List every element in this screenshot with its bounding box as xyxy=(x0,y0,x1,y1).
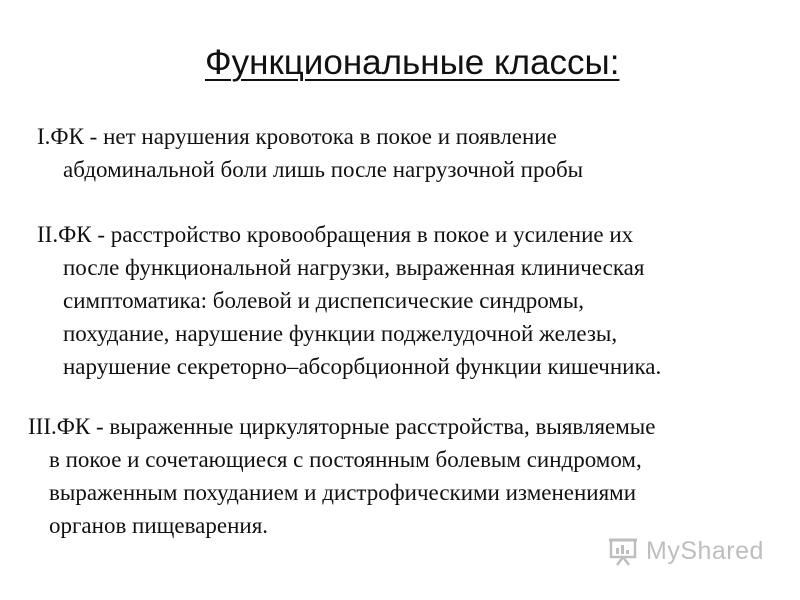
myshared-watermark xyxy=(608,536,764,566)
paragraph-line: органов пищеварения. xyxy=(49,513,269,538)
paragraph-line: нарушение секреторно–абсорбционной функции кишечника. xyxy=(63,354,662,379)
paragraph-line: III.ФК - выраженные циркуляторные расстройства, выявляемые xyxy=(28,414,656,439)
paragraph-line: похудание, нарушение функции поджелудочной железы, xyxy=(63,321,618,346)
paragraph-line: II.ФК - расстройство кровообращения в покое и усиление их xyxy=(37,222,634,247)
class-3-paragraph xyxy=(28,410,655,542)
watermark-text: MyShared xyxy=(646,536,764,565)
slide-title: Функциональные классы: xyxy=(205,43,620,82)
class-2-paragraph xyxy=(37,218,661,383)
paragraph-line: абдоминальной боли лишь после нагрузочной пробы xyxy=(63,157,584,182)
paragraph-line: выраженным похуданием и дистрофическими изменениями xyxy=(49,480,637,505)
paragraph-line: после функциональной нагрузки, выраженная клиническая xyxy=(63,255,645,280)
paragraph-line: I.ФК - нет нарушения кровотока в покое и появление xyxy=(37,124,557,149)
paragraph-line: симптоматика: болевой и диспепсические синдромы, xyxy=(63,288,585,313)
paragraph-line: в покое и сочетающиеся с постоянным болевым синдромом, xyxy=(49,447,642,472)
presentation-board-icon xyxy=(608,536,638,566)
class-1-paragraph xyxy=(37,120,583,186)
